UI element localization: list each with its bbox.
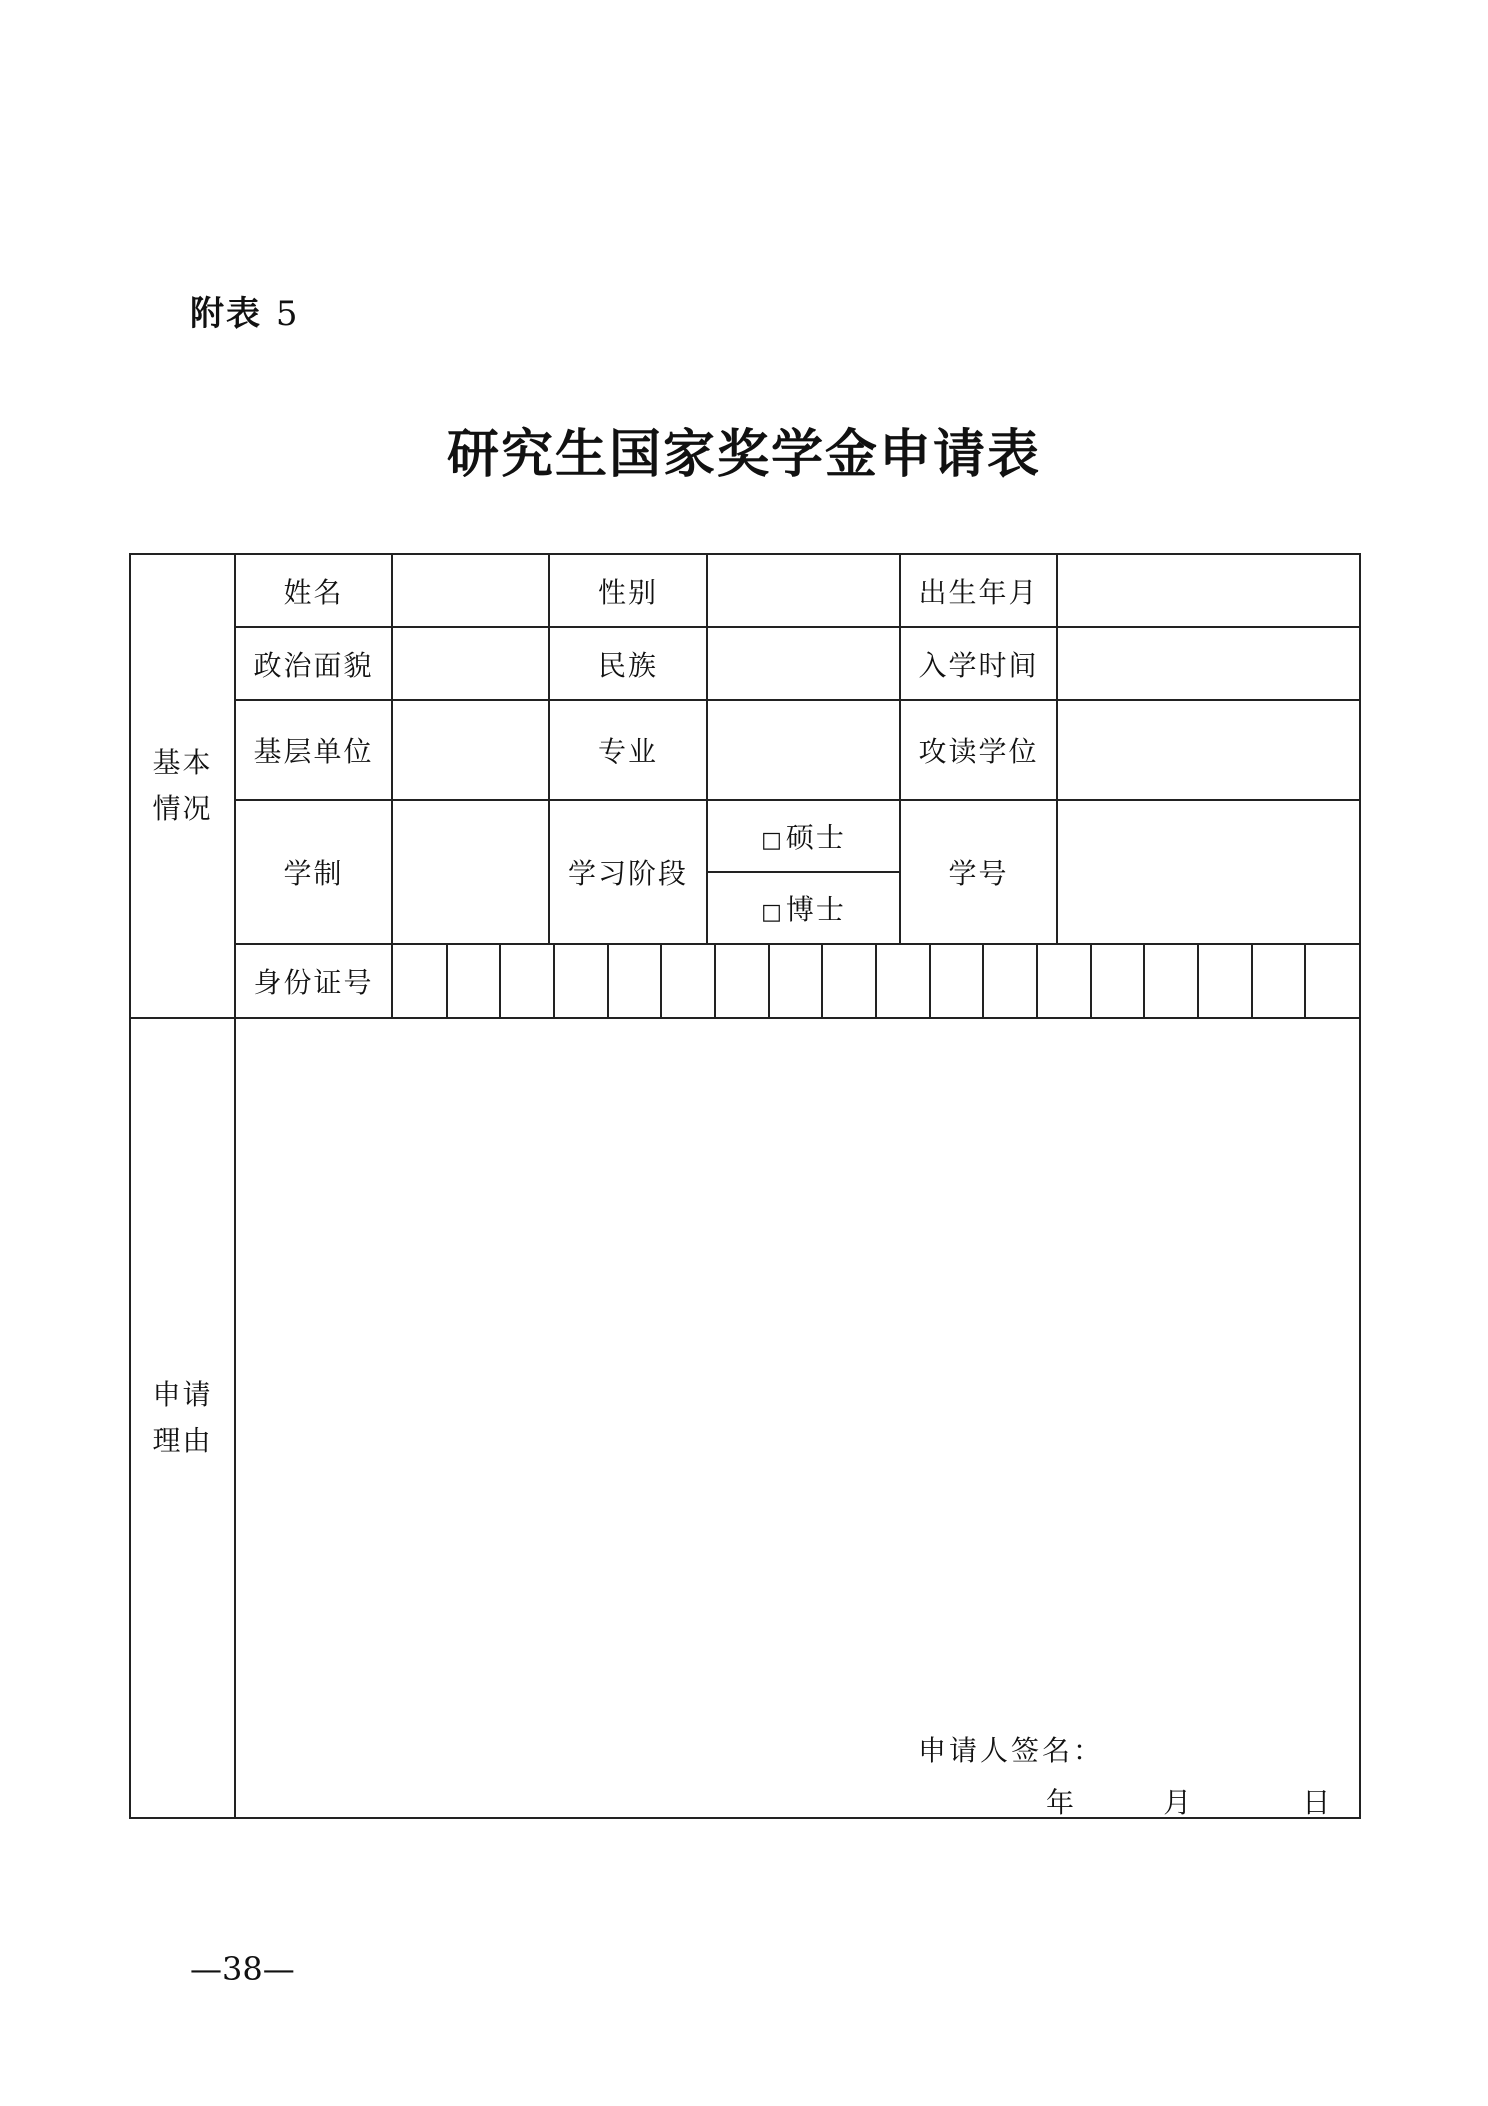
label-name: 姓名 (235, 554, 392, 627)
label-schooling: 学制 (235, 800, 392, 944)
name-field[interactable] (392, 554, 549, 627)
id-digit-box[interactable] (983, 945, 1037, 1017)
student-id-field[interactable] (1057, 800, 1360, 944)
id-digit-box[interactable] (1091, 945, 1145, 1017)
attachment-number: 5 (275, 294, 300, 334)
master-option[interactable] (707, 800, 900, 872)
id-number-grid (392, 944, 1360, 1018)
doctor-checkbox-icon[interactable]: □ (761, 900, 784, 925)
id-digit-row (393, 945, 1359, 1017)
id-digit-box[interactable] (1037, 945, 1091, 1017)
id-digit-box[interactable] (1252, 945, 1306, 1017)
signature-label: 申请人签名： (918, 1734, 1105, 1767)
day-label: 日 (1302, 1786, 1333, 1819)
label-birth: 出生年月 (900, 554, 1057, 627)
enrollment-field[interactable] (1057, 627, 1360, 700)
id-digit-box[interactable] (500, 945, 554, 1017)
year-label: 年 (1046, 1786, 1077, 1819)
unit-field[interactable] (392, 700, 549, 800)
id-digit-box[interactable] (447, 945, 501, 1017)
label-degree: 攻读学位 (900, 700, 1057, 800)
id-digit-box[interactable] (1305, 945, 1359, 1017)
ethnicity-field[interactable] (707, 627, 900, 700)
id-digit-box[interactable] (393, 945, 447, 1017)
id-digit-box[interactable] (822, 945, 876, 1017)
label-unit: 基层单位 (235, 700, 392, 800)
table-row (130, 627, 1360, 700)
label-student-id: 学号 (900, 800, 1057, 944)
id-digit-box[interactable] (1144, 945, 1198, 1017)
form-title: 研究生国家奖学金申请表 (446, 424, 1041, 485)
doctor-label: 博士 (785, 893, 846, 926)
page-number: —38— (190, 1950, 295, 1988)
table-row (130, 700, 1360, 800)
attachment-text: 附表 (190, 294, 262, 334)
table-row (130, 554, 1360, 627)
schooling-field[interactable] (392, 800, 549, 944)
label-gender: 性别 (549, 554, 707, 627)
section-reason-label: 申请 理由 (152, 1378, 213, 1457)
doctor-option[interactable] (707, 872, 900, 944)
label-major: 专业 (549, 700, 707, 800)
label-id-number: 身份证号 (235, 944, 392, 1018)
id-digit-box[interactable] (661, 945, 715, 1017)
attachment-label (190, 286, 299, 335)
major-field[interactable] (707, 700, 900, 800)
master-label: 硕士 (785, 821, 846, 854)
label-enrollment: 入学时间 (900, 627, 1057, 700)
application-form (129, 553, 1361, 1819)
gender-field[interactable] (707, 554, 900, 627)
id-digit-box[interactable] (1198, 945, 1252, 1017)
id-digit-box[interactable] (930, 945, 984, 1017)
table-row (130, 944, 1360, 1018)
reason-field[interactable] (235, 1018, 1360, 1818)
id-digit-box[interactable] (715, 945, 769, 1017)
id-digit-box[interactable] (876, 945, 930, 1017)
id-digit-box[interactable] (608, 945, 662, 1017)
section-reason (130, 1018, 235, 1818)
table-row (130, 1018, 1360, 1818)
political-field[interactable] (392, 627, 549, 700)
table-row (130, 800, 1360, 872)
master-checkbox-icon[interactable]: □ (761, 828, 784, 853)
section-basic-label: 基本 情况 (152, 746, 213, 825)
label-political: 政治面貌 (235, 627, 392, 700)
signature-date (1046, 1781, 1332, 1821)
id-digit-box[interactable] (769, 945, 823, 1017)
label-ethnicity: 民族 (549, 627, 707, 700)
month-label: 月 (1163, 1786, 1194, 1819)
id-digit-box[interactable] (554, 945, 608, 1017)
id-digit-grid (393, 945, 1359, 1017)
birth-field[interactable] (1057, 554, 1360, 627)
section-basic-info (130, 554, 235, 1018)
label-stage: 学习阶段 (549, 800, 707, 944)
degree-field[interactable] (1057, 700, 1360, 800)
